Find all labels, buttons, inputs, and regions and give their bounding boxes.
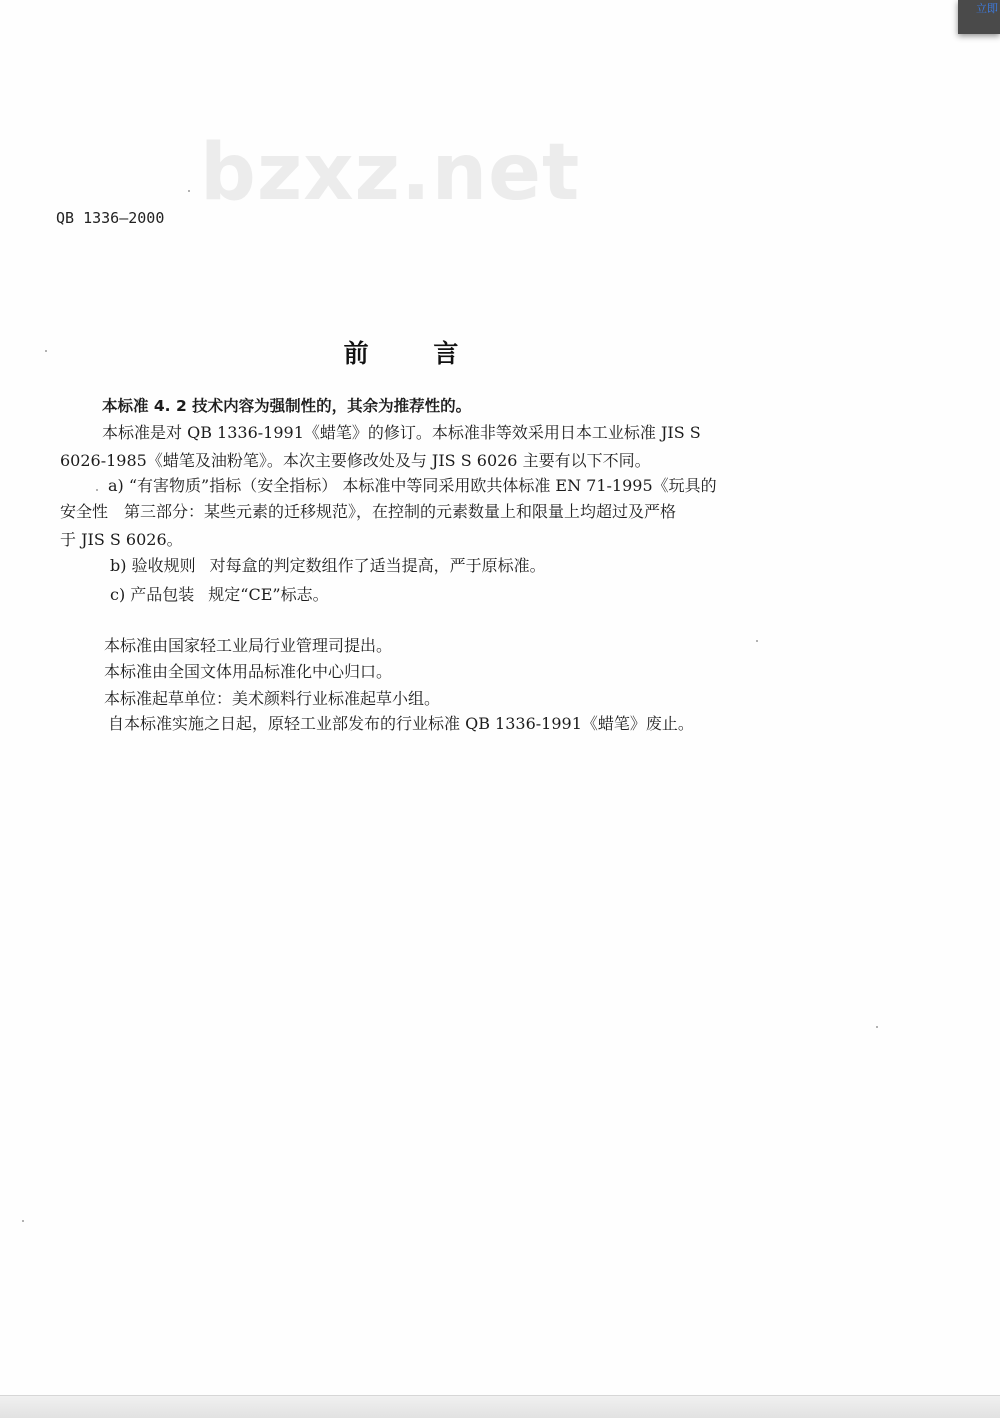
corner-widget-label[interactable]: 立即 (976, 2, 998, 15)
scan-speck (96, 489, 98, 491)
paragraph-mandatory-note: 本标准 4. 2 技术内容为强制性的，其余为推荐性的。 (102, 397, 472, 415)
bottom-scroll-bar[interactable] (0, 1395, 1000, 1418)
corner-widget[interactable] (958, 0, 1000, 34)
item-c-label: c) 产品包装 (110, 585, 195, 604)
scan-speck (45, 350, 47, 352)
paragraph-drafting-unit: 本标准起草单位：美术颜料行业标准起草小组。 (104, 689, 441, 708)
item-a-line-3: 于 JIS S 6026。 (60, 530, 183, 549)
item-b-text: 对每盒的判定数组作了适当提高，严于原标准。 (209, 556, 546, 575)
scan-speck (22, 1220, 24, 1222)
page-title: 前 言 (343, 339, 487, 368)
item-a-line-2: 安全性 第三部分：某些元素的迁移规范》，在控制的元素数量上和限量上均超过及严格 (60, 502, 677, 521)
paragraph-revision-line-2: 6026-1985《蜡笔及油粉笔》。本次主要修改处及与 JIS S 6026 主要有以下不同。 (60, 451, 651, 470)
item-b-label: b) 验收规则 (110, 556, 196, 575)
item-b (110, 556, 546, 576)
scan-speck (188, 190, 190, 192)
watermark: bzxz.net (200, 128, 581, 218)
paragraph-proposer: 本标准由国家轻工业局行业管理司提出。 (104, 636, 393, 655)
standard-number: QB 1336—2000 (56, 209, 165, 227)
item-c (110, 585, 329, 605)
scan-speck (756, 640, 758, 642)
paragraph-centralized: 本标准由全国文体用品标准化中心归口。 (104, 662, 393, 681)
scan-speck (876, 1026, 878, 1028)
item-a-line-1: a) “有害物质”指标（安全指标） 本标准中等同采用欧共体标准 EN 71-1995《玩具的 (108, 476, 717, 495)
paragraph-abolish: 自本标准实施之日起，原轻工业部发布的行业标准 QB 1336-1991《蜡笔》废止。 (108, 714, 694, 733)
item-c-text: 规定“CE”标志。 (208, 585, 329, 604)
paragraph-revision-line-1: 本标准是对 QB 1336-1991《蜡笔》的修订。本标准非等效采用日本工业标准 JIS S (102, 423, 701, 442)
